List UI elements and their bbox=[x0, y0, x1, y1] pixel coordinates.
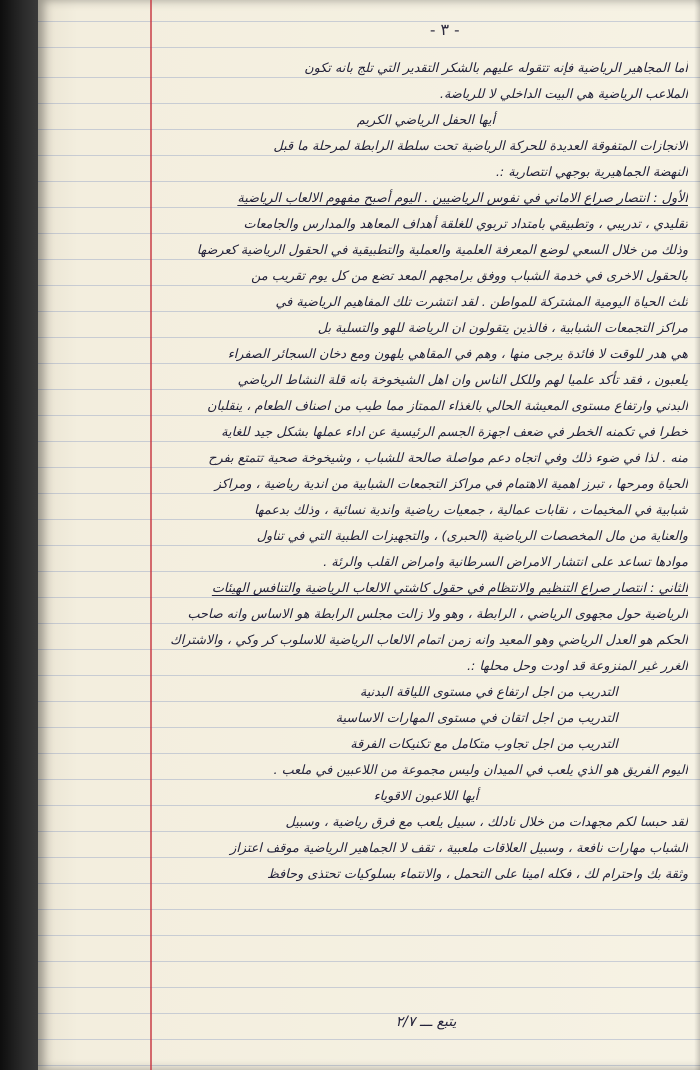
text-line: منه . لذا في ضوء ذلك وفي اتجاه دعم مواصلة صالحة للشباب ، وشيخوخة صحية تتمتع بفرح bbox=[208, 451, 688, 466]
text-line: خطرا في تكمنه الخطر في ضعف اجهزة الجسم الرئيسية عن اداء عملها بشكل جيد للغاية bbox=[221, 425, 688, 440]
text-line: النهضة الجماهيرية بوجهي انتصارية :. bbox=[495, 165, 688, 180]
notebook-page bbox=[38, 0, 700, 1070]
text-line: الحكم هو العدل الرياضي وهو المعيد وانه زمن اتمام الالعاب الرياضية للاسلوب كر وكي ، والاشتراك bbox=[170, 633, 688, 648]
text-line: الغرر غير المنزوعة قد اودت وحل محلها :. bbox=[466, 659, 688, 674]
binder-spine bbox=[0, 0, 38, 1070]
text-line: بالحقول الاخرى في خدمة الشباب ووفق برامجهم المعد تضع من كل يوم تقريب من bbox=[251, 269, 688, 284]
text-line: أيها اللاعبون الاقوياء bbox=[373, 789, 479, 804]
text-line: مراكز التجمعات الشبابية ، فالذين يتقولون ان الرياضة للهو والتسلية بل bbox=[317, 321, 688, 336]
text-line: وثقة بك واحترام لك ، فكله امينا على التحمل ، والانتماء بسلوكيات تحتذى وحافظ bbox=[267, 867, 688, 882]
text-line: وذلك من خلال السعي لوضع المعرفة العلمية والعملية والتطبيقية في الحقول الرياضية كعرضها bbox=[196, 243, 688, 258]
text-line: الحياة ومرحها ، تبرز اهمية الاهتمام في مراكز التجمعات الشبابية من اندية رياضية ، ومراكز bbox=[214, 477, 688, 492]
text-line: التدريب من اجل ارتفاع في مستوى اللياقة البدنية bbox=[359, 685, 618, 700]
margin-line bbox=[150, 0, 152, 1070]
text-line: اليوم الفريق هو الذي يلعب في الميدان وليس مجموعة من اللاعبين في ملعب . bbox=[273, 763, 688, 778]
text-line: لقد حبسا لكم مجهدات من خلال نادلك ، سبيل يلعب مع فرق رياضية ، وسبيل bbox=[285, 815, 688, 830]
handwritten-text-block bbox=[164, 56, 688, 888]
text-line: الانجازات المتفوقة العديدة للحركة الرياضية تحت سلطة الرابطة لمرحلة ما قبل bbox=[273, 139, 688, 154]
text-line: الملاعب الرياضية هي البيت الداخلي لا للرياضة. bbox=[439, 87, 688, 102]
page-edge-shadow bbox=[694, 0, 700, 1070]
text-line: تقليدي ، تدريبي ، وتطبيقي بامتداد تربوي للغلقة أهداف المعاهد والمدارس والجامعات bbox=[243, 217, 688, 232]
text-line: التدريب من اجل تجاوب متكامل مع تكنيكات الفرقة bbox=[350, 737, 618, 752]
text-line: أما المجاهير الرياضية فإنه تتقوله عليهم بالشكر التقدير التي تلج بانه تكون bbox=[304, 61, 688, 76]
continuation-note: يتبع ـــ ٢/٧ bbox=[395, 1014, 457, 1030]
text-line: والعناية من مال المخصصات الرياضية (الحبرى) ، والتجهيزات الطبية التي في تناول bbox=[256, 529, 688, 544]
text-line: أيها الحفل الرياضي الكريم bbox=[356, 113, 496, 128]
text-line: موادها تساعد على انتشار الامراض السرطانية وامراض القلب والرئة . bbox=[323, 555, 688, 570]
text-line: التدريب من اجل اتقان في مستوى المهارات الاساسية bbox=[335, 711, 618, 726]
text-line: شبابية في المخيمات ، نقابات عمالية ، جمعيات رياضية واندية نسائية ، وذلك بدعمها bbox=[254, 503, 688, 518]
text-line: الشباب مهارات نافعة ، وسبيل العلاقات ملعبية ، تقف لا الجماهير الرياضية موقف اعتزاز bbox=[230, 841, 688, 856]
text-line: ثلث الحياة اليومية المشتركة للمواطن . لقد انتشرت تلك المفاهيم الرياضية في bbox=[275, 295, 688, 310]
text-line: البدني وارتفاع مستوى المعيشة الحالي بالغذاء الممتاز مما طيب من اصناف الطعام ، ينقلبان bbox=[207, 399, 688, 414]
text-line: الأول : انتصار صراع الاماني في نفوس الرياضيين . اليوم أصبح مفهوم الالعاب الرياضية bbox=[237, 191, 688, 206]
text-line: الثاني : انتصار صراع التنظيم والانتظام في حقول كاشتي الالعاب الرياضية والتنافس الهيئات bbox=[211, 581, 688, 596]
text-line: يلعبون ، فقد تأكد علميا لهم وللكل الناس وان اهل الشيخوخة بانه قلة النشاط الرياضي bbox=[237, 373, 688, 388]
page-number: - ٣ - bbox=[430, 20, 460, 39]
text-line: الرياضية حول مجهوى الرياضي ، الرابطة ، وهو ولا زالت مجلس الرابطة هو الاساس وانه صاحب bbox=[187, 607, 688, 622]
text-line: هي هدر للوقت لا فائدة يرجى منها ، وهم في المقاهي يلهون ومع دخان السجائر الصفراء bbox=[227, 347, 688, 362]
